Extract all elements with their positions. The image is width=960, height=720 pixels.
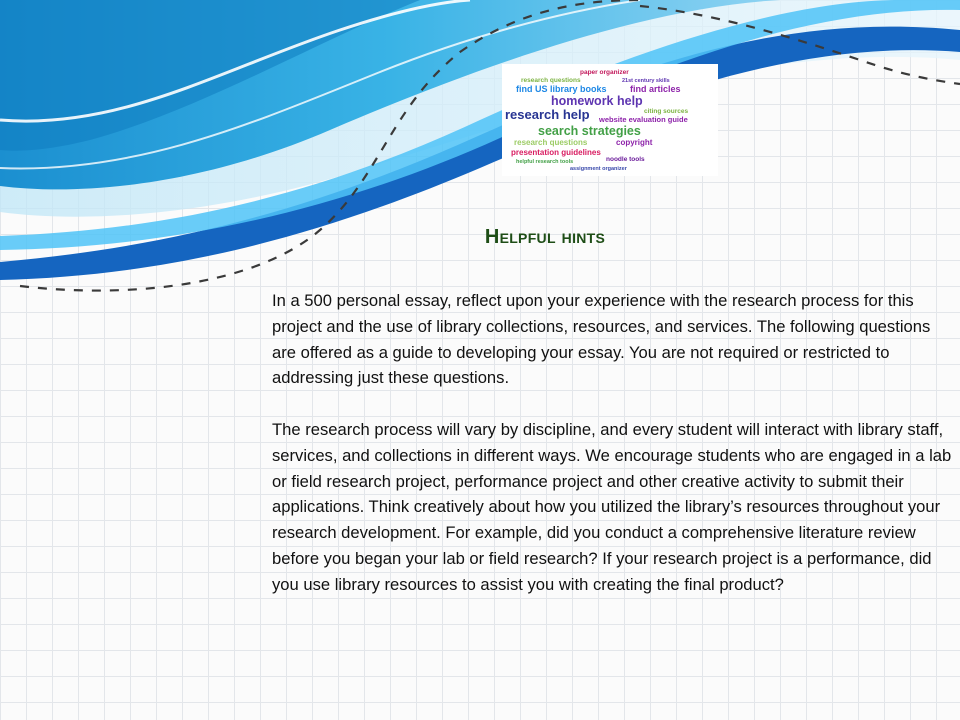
wordcloud-word: find US library books [516, 84, 607, 94]
wordcloud-word: research help [505, 107, 590, 122]
wordcloud-word: research questions [514, 138, 588, 147]
slide-title: Helpful hints [484, 226, 606, 248]
wordcloud-word: noodle tools [606, 156, 645, 163]
wordcloud-word: assignment organizer [570, 166, 627, 172]
wordcloud-word: homework help [551, 94, 643, 108]
wordcloud-word: website evaluation guide [599, 115, 688, 124]
wordcloud-word: citing sources [644, 108, 689, 115]
wordcloud-word: presentation guidelines [511, 148, 601, 157]
wordcloud-word: research questions [521, 77, 581, 84]
slide-body [272, 288, 952, 598]
wordcloud-word: copyright [616, 138, 653, 147]
body-paragraph: The research process will vary by discipline, and every student will interact with library staff, services, and collections in different ways. We encourage students who are engaged in a lab or field research project, performance project and other creative activity to submit their applications. Think creatively about how you utilized the library’s resources throughout your research development. For example, did you conduct a comprehensive literature review before you began your lab or field research? If your research project is a performance, did you use library resources to assist you with creating the final product? [272, 419, 952, 594]
wordcloud-word: helpful research tools [516, 159, 574, 165]
body-paragraph: In a 500 personal essay, reflect upon your experience with the research process for this project and the use of library collections, resources, and services. The following questions are offered as a guide to developing your essay. You are not required or restricted to addressing just these questions. [272, 291, 931, 388]
wordcloud-word: find articles [630, 84, 681, 94]
wordcloud-word: paper organizer [580, 69, 629, 76]
wordcloud-word: search strategies [538, 124, 641, 138]
wordcloud-word: 21st century skills [622, 78, 670, 84]
